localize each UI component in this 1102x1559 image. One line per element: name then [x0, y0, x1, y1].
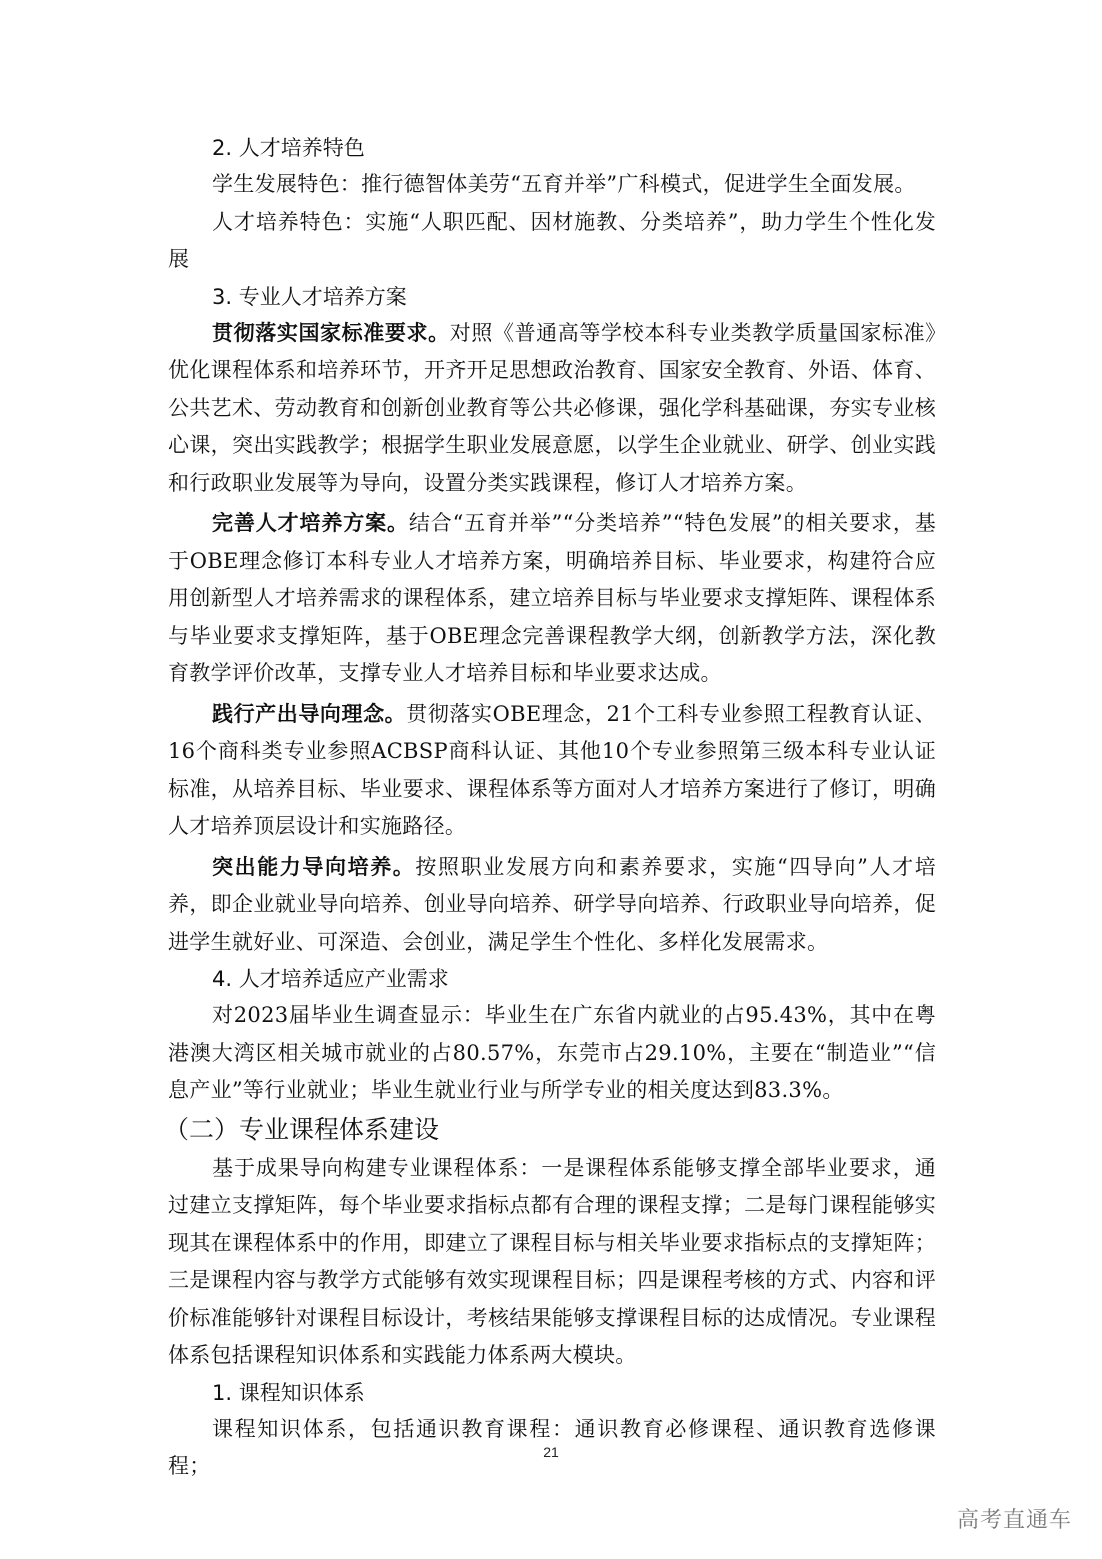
paragraph: 学生发展特色：推行德智体美劳“五育并举”广科模式，促进学生全面发展。 [212, 172, 916, 196]
paragraph-body: 按照职业发展方向和素养要求，实施“四导向”人才培养，即企业就业导向培养、创业导向培养、研学导向培养、行政职业导向培养，促进学生就好业、可深造、会创业，满足学生个性化、多样化发展需求。 [168, 854, 936, 954]
paragraph [168, 849, 936, 962]
page-number: 21 [543, 1444, 559, 1460]
paragraph-lead: 突出能力导向培养。 [212, 854, 416, 879]
paragraph: 对2023届毕业生调查显示：毕业生在广东省内就业的占95.43%，其中在粤港澳大湾区相关城市就业的占80.57%，东莞市占29.10%，主要在“制造业”“信息产业”等行业就业；毕业生就业行业与所学专业的相关度达到83.3%。 [168, 1003, 936, 1102]
section-heading-3: 3. 专业人才培养方案 [212, 284, 407, 309]
paragraph-lead: 完善人才培养方案。 [212, 511, 409, 535]
part-heading: （二）专业课程体系建设 [164, 1114, 440, 1144]
section-heading-4: 4. 人才培养适应产业需求 [212, 967, 449, 991]
watermark: 高考直通车 [956, 1508, 1072, 1533]
page-content [164, 130, 937, 1486]
subsection-heading-1: 1. 课程知识体系 [212, 1380, 365, 1405]
paragraph [168, 696, 936, 846]
paragraph-lead: 践行产出导向理念。 [212, 701, 407, 726]
paragraph: 基于成果导向构建专业课程体系：一是课程体系能够支撑全部毕业要求，通过建立支撑矩阵，每个毕业要求指标点都有合理的课程支撑；二是每门课程能够实现其在课程体系中的作用，即建立了课程目标与相关毕业要求指标点的支撑矩阵；三是课程内容与教学方式能够有效实现课程目标；四是课程考核的方式、内容和评价标准能够针对课程目标设计，考核结果能够支撑课程目标的达成情况。专业课程体系包括课程知识体系和实践能力体系两大模块。 [168, 1155, 936, 1367]
paragraph-lead: 贯彻落实国家标准要求。 [212, 320, 450, 345]
paragraph: 课程知识体系，包括通识教育课程：通识教育必修课程、通识教育选修课程； [168, 1416, 936, 1478]
paragraph: 人才培养特色：实施“人职匹配、因材施教、分类培养”，助力学生个性化发展 [168, 209, 936, 271]
paragraph-body: 贯彻落实OBE理念，21个工科专业参照工程教育认证、16个商科类专业参照ACBSP商科认证、其他10个专业参照第三级本科专业认证标准，从培养目标、毕业要求、课程体系等方面对人才培养方案进行了修订，明确人才培养顶层设计和实施路径。 [168, 701, 937, 838]
section-heading-2: 2. 人才培养特色 [212, 136, 365, 160]
paragraph-body: 结合“五育并举”“分类培养”“特色发展”的相关要求，基于OBE理念修订本科专业人才培养方案，明确培养目标、毕业要求，构建符合应用创新型人才培养需求的课程体系，建立培养目标与毕业要求支撑矩阵、课程体系与毕业要求支撑矩阵，基于OBE理念完善课程教学大纲，创新教学方法，深化教育教学评价改革，支撑专业人才培养目标和毕业要求达成。 [168, 511, 937, 685]
paragraph-body: 对照《普通高等学校本科专业类教学质量国家标准》优化课程体系和培养环节，开齐开足思想政治教育、国家安全教育、外语、体育、公共艺术、劳动教育和创新创业教育等公共必修课，强化学科基础课，夯实专业核心课，突出实践教学；根据学生职业发展意愿，以学生企业就业、研学、创业实践和行政职业发展等为导向，设置分类实践课程，修订人才培养方案。 [168, 320, 936, 495]
paragraph [168, 505, 936, 693]
paragraph [168, 315, 936, 503]
